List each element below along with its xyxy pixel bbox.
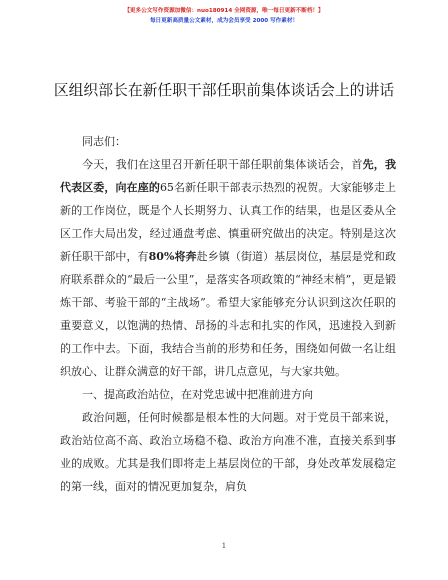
salutation: 同志们： <box>82 135 126 148</box>
paragraph-1 <box>60 153 396 383</box>
paragraph-1-bold-b: 先，我代表区委，向在座的 <box>60 158 397 194</box>
section-heading-1: 一、提高政治站位，在对党忠诚中把准前进方向 <box>82 388 313 401</box>
document-title: 区组织部长在新任职干部任职前集体谈话会上的讲话 <box>53 82 395 99</box>
paragraph-2: 政治问题，任何时候都是根本性的大问题。对于党员干部来说，政治站位高不高、政治立场稳不稳、政治方向准不准，直接关系到事业的成败。尤其是我们即将走上基层岗位的干部，身处改革发展稳定的第一线，面对的情况更加复杂，肩负 <box>60 411 396 493</box>
paragraph-1-text-a: 今天，我们在这里召开新任职干部任职前集体谈话会，首 <box>82 158 363 171</box>
document-body <box>60 130 396 498</box>
banner-line-1: 【更多公文写作资源加微信：nuo180914 全网资源，唯一每日更新不断档！】 <box>124 8 324 14</box>
banner-line-2: 每日更新高质量公文素材，成为会员享受 2000 写作素材！ <box>149 18 299 24</box>
header-banner <box>20 6 428 26</box>
paragraph-1-bold-e: 80%将奔 <box>148 250 197 263</box>
paragraph-1-text-f: 赴乡镇（街道）基层岗位，基层是党和政府联系群众的“最后一公里”，是落实各项政策的“神经末梢”，更是锻炼干部、考验干部的“主战场”。希望大家能够充分认识到这次任职的重要意义，以饱满的热情、昂扬的斗志和扎实的作风，迅速投入到新的工作中去。下面，我结合当前的形势和任务，围绕如何做一名让组织放心、让群众满意的好干部，讲几点意见，与大家共勉。 <box>60 250 396 378</box>
page-number: 1 <box>221 542 227 550</box>
paragraph-1-text-d: 名新任职干部表示热烈的祝贺。大家能够走上新的工作岗位，既是个人长期努力、认真工作的结果，也是区委从全区工作大局出发，经过通盘考虑、慎重研究做出的决定。特别是这次新任职干部中，有 <box>60 181 397 263</box>
paragraph-1-count: 65 <box>159 181 174 194</box>
